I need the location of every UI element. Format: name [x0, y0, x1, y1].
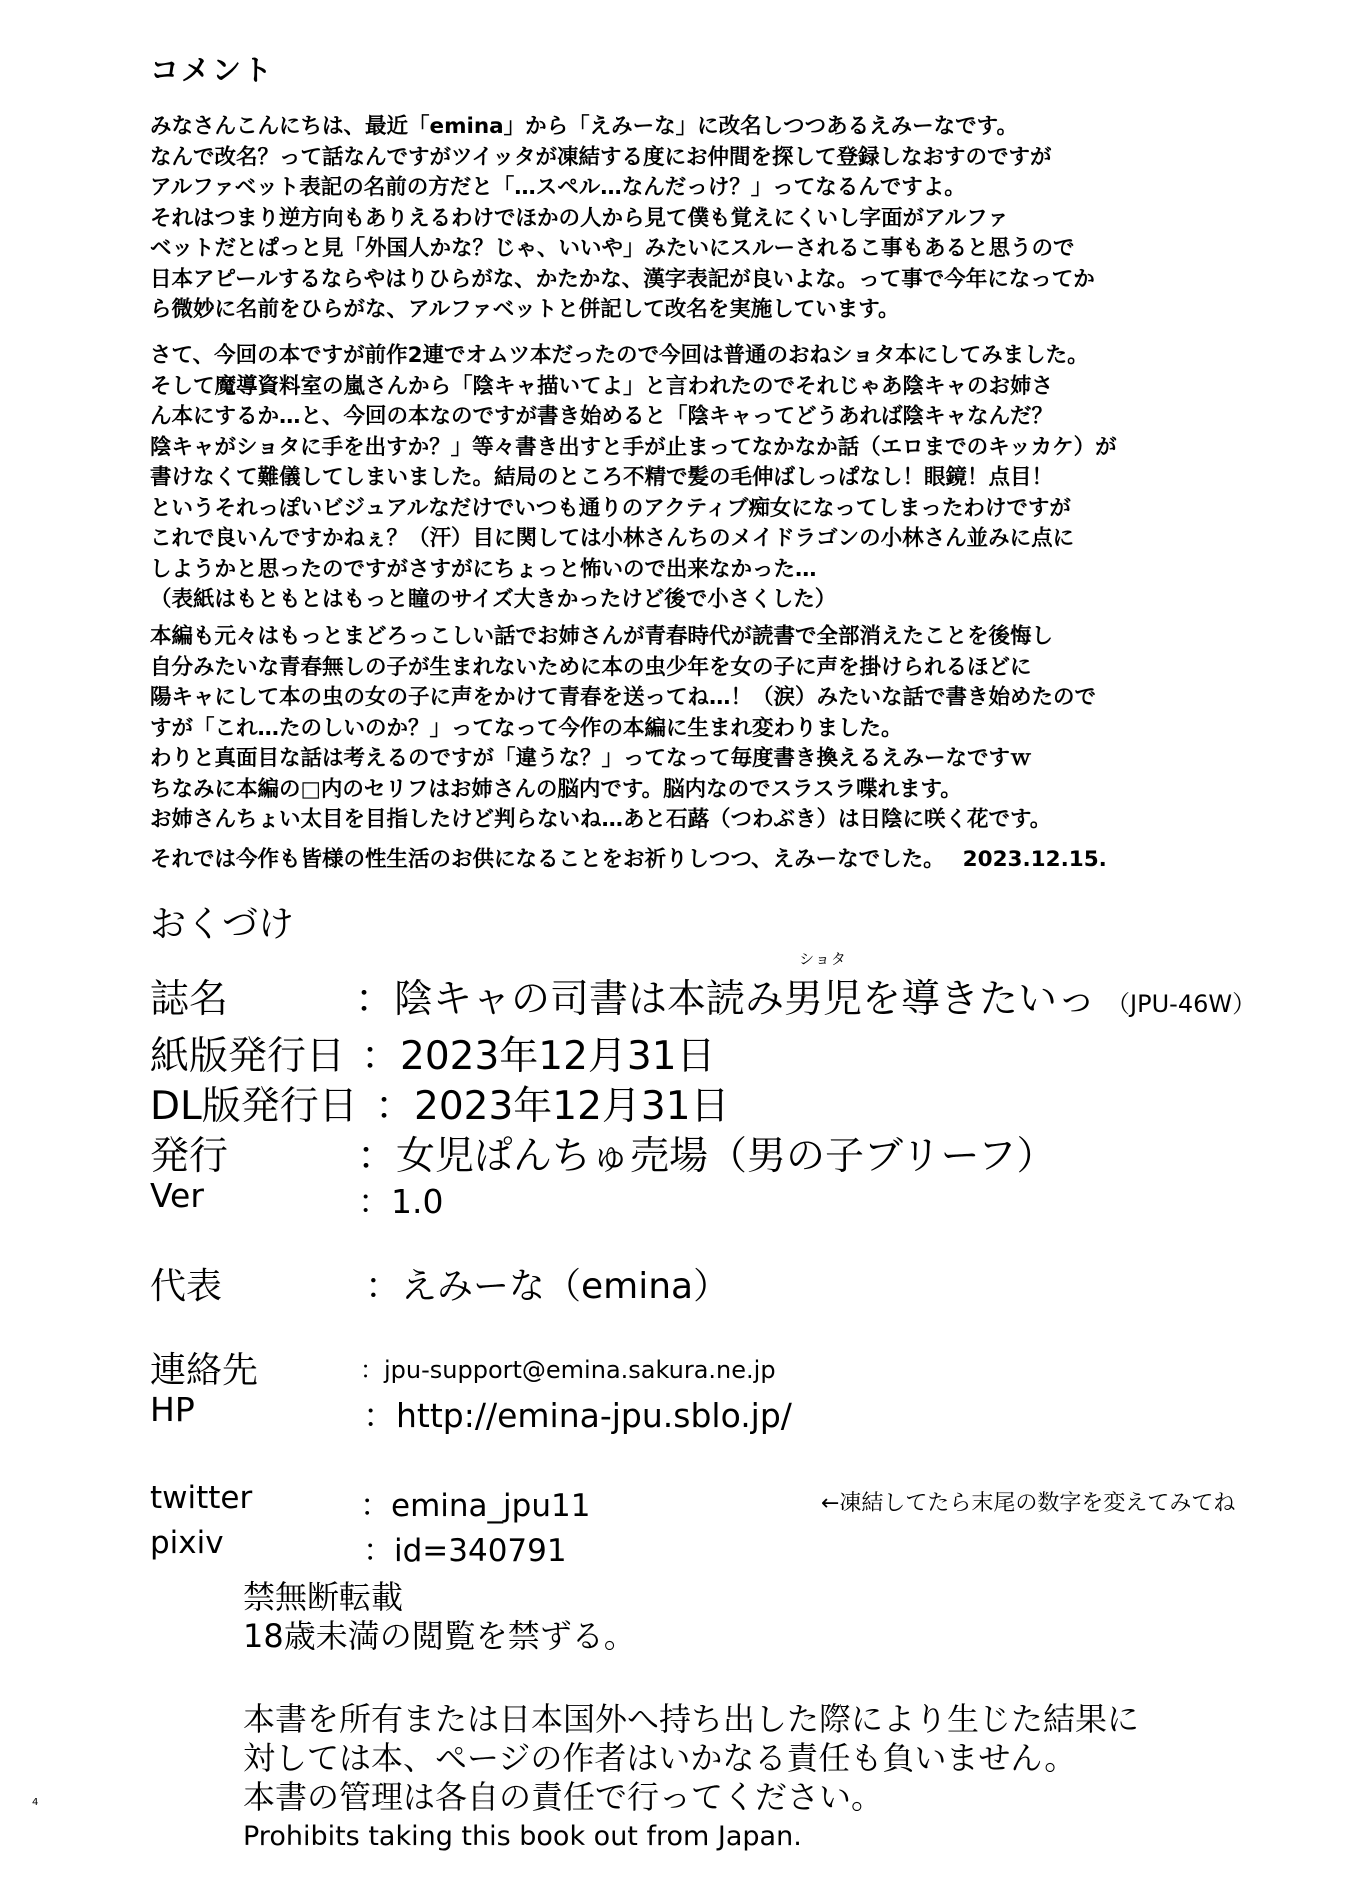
homepage-label: HP — [150, 1390, 195, 1429]
comment-paragraph-1 — [150, 112, 1270, 326]
paper-date-value: ：2023年12月31日 — [361, 1034, 716, 1079]
notice-line: 本書の管理は各自の責任で行ってください。 — [243, 1778, 884, 1816]
text-line: なんで改名？って話なんですがツイッタが凍結する度にお仲間を探して登録しなおすのですが — [150, 144, 1052, 170]
notice-line: 本書を所有または日本国外へ持ち出した際により生じた結果に — [243, 1700, 1140, 1738]
text-line: 自分みたいな青春無しの子が生まれないために本の虫少年を女の子に声を掛けられるほどに — [150, 654, 1032, 680]
pixiv-label: pixiv — [150, 1525, 224, 1561]
representative-value: ：えみーな（emina） — [365, 1266, 730, 1307]
text-line: 日本アピールするならやはりひらがな、かたかな、漢字表記が良いよな。って事で今年になってか — [150, 266, 1095, 292]
twitter-handle — [360, 1480, 1236, 1525]
text-line: それはつまり逆方向もありえるわけでほかの人から見て僕も覚えにくいし字面がアルファ — [150, 205, 1009, 231]
book-title-pre: ：陰キャの司書は本読み — [355, 977, 785, 1022]
homepage-url: ：http://emina-jpu.sblo.jp/ — [363, 1396, 792, 1435]
colophon-row-homepage — [150, 1390, 792, 1435]
text-line: さて、今回の本ですが前作2連でオムツ本だったので今回は普通のおねショタ本にしてみました。 — [150, 343, 1089, 368]
book-title-value — [355, 950, 1257, 1024]
contact-label: 連絡先 — [150, 1350, 259, 1391]
ruby-reading: ショタ — [799, 950, 847, 968]
comment-closing — [150, 845, 1270, 876]
text-line: というそれっぽいビジュアルなだけでいつも通りのアクティブ痴女になってしまったわけですが — [150, 495, 1071, 521]
closing-text: それでは今作も皆様の性生活のお供になることをお祈りしつつ、えみーなでした。 — [150, 847, 945, 872]
text-line: アルファベット表記の名前の方だと「…スペル…なんだっけ？」ってなるんですよ。 — [150, 175, 966, 200]
contact-email: ：jpu-support@emina.sakura.ne.jp — [360, 1356, 776, 1384]
publisher-label: 発行 — [150, 1134, 229, 1179]
text-line: すが「これ…たのしいのか？」ってなって今作の本編に生まれ変わりました。 — [150, 715, 903, 741]
ruby-base: 男児 — [784, 977, 863, 1022]
book-title-label: 誌名 — [150, 977, 229, 1022]
text-line: ベットだとぱっと見「外国人かな？じゃ、いいや」みたいにスルーされるこ事もあると思うので — [150, 236, 1075, 261]
dl-date-label: DL版発行日 — [150, 1084, 358, 1129]
book-title-post: を導きたいっ — [862, 977, 1097, 1022]
book-code: （JPU-46W） — [1106, 990, 1257, 1018]
text-line: お姉さんちょい太目を目指したけど判らないね…あと石蕗（つわぶき）は日陰に咲く花です。 — [150, 807, 1052, 832]
comment-date: 2023.12.15. — [962, 847, 1107, 872]
notice-line: 18歳未満の閲覧を禁ずる。 — [243, 1617, 636, 1655]
text-line: 陰キャがショタに手を出すか？」等々書き出すと手が止まってなかなか話（エロまでのキッカケ）が — [150, 434, 1117, 460]
text-line: ちなみに本編の□内のセリフはお姉さんの脳内です。脳内なのでスラスラ喋れます。 — [150, 776, 962, 802]
text-line: ん本にするか…と、今回の本なのですが書き始めると「陰キャってどうあれば陰キャなんだ？ — [150, 404, 1054, 429]
representative-label: 代表 — [150, 1266, 223, 1307]
colophon-heading: おくづけ — [150, 904, 295, 945]
colophon-row-twitter — [150, 1480, 1236, 1524]
twitter-label: twitter — [150, 1480, 253, 1516]
colophon-row-book-title — [150, 950, 1257, 1024]
version-value: ：1.0 — [358, 1182, 444, 1221]
colophon-row-dl-date — [150, 1075, 730, 1131]
text-line: みなさんこんにちは、最近「emina」から「えみーな」に改名しつつあるえみーなです。 — [150, 114, 1018, 139]
text-line: （表紙はもともとはもっと瞳のサイズ大きかったけど後で小さくした） — [150, 587, 837, 612]
twitter-value: ：emina_jpu11 — [360, 1488, 591, 1524]
text-line: ら微妙に名前をひらがな、アルファベットと併記して改名を実施しています。 — [150, 297, 900, 322]
closing-line — [150, 845, 1270, 876]
colophon-row-contact — [150, 1342, 776, 1393]
colophon-row-version — [150, 1176, 444, 1221]
colophon-row-publisher — [150, 1125, 1056, 1181]
notice-block-reprint — [243, 1578, 636, 1656]
text-line: わりと真面目な話は考えるのですが「違うな？」ってなって毎度書き換えるえみーなですｗ — [150, 746, 1032, 771]
twitter-note: ←凍結してたら末尾の数字を変えてみてね — [821, 1491, 1236, 1516]
page-number: 4 — [32, 1797, 39, 1808]
notice-block-liability — [243, 1700, 1139, 1856]
text-line: 書けなくて難儀してしまいました。結局のところ不精で髪の毛伸ばしっぱなし！眼鏡！点目！ — [150, 465, 1054, 490]
text-line: これで良いんですかねぇ？（汗）目に関しては小林さんちのメイドラゴンの小林さん並みに点に — [150, 526, 1075, 551]
publisher-value: ：女児ぱんちゅ売場（男の子ブリーフ） — [357, 1134, 1056, 1179]
notice-english: Prohibits taking this book out from Japan. — [243, 1821, 802, 1852]
colophon-row-representative — [150, 1258, 730, 1309]
dl-date-value: ：2023年12月31日 — [375, 1084, 730, 1129]
notice-line: 対しては本、ページの作者はいかなる責任も負いません。 — [243, 1739, 1077, 1777]
text-line: そして魔導資料室の嵐さんから「陰キャ描いてよ」と言われたのでそれじゃあ陰キャのお姉さ — [150, 373, 1054, 399]
text-line: しようかと思ったのですがさすがにちょっと怖いので出来なかった… — [150, 556, 817, 582]
text-line: 本編も元々はもっとまどろっこしい話でお姉さんが青春時代が読書で全部消えたことを後悔し — [150, 624, 1054, 649]
text-line: 陽キャにして本の虫の女の子に声をかけて青春を送ってね…！（涙）みたいな話で書き始めたので — [150, 685, 1097, 710]
comment-heading: コメント — [150, 53, 275, 87]
pixiv-id: ：id=340791 — [363, 1533, 567, 1569]
comment-paragraph-2 — [150, 341, 1270, 616]
version-label: Ver — [150, 1176, 204, 1215]
comment-paragraph-3 — [150, 622, 1270, 836]
colophon-row-pixiv — [150, 1525, 567, 1569]
notice-line: 禁無断転載 — [243, 1578, 404, 1616]
colophon-row-paper-date — [150, 1025, 716, 1081]
paper-date-label: 紙版発行日 — [150, 1034, 346, 1079]
book-title-ruby — [784, 950, 863, 1024]
